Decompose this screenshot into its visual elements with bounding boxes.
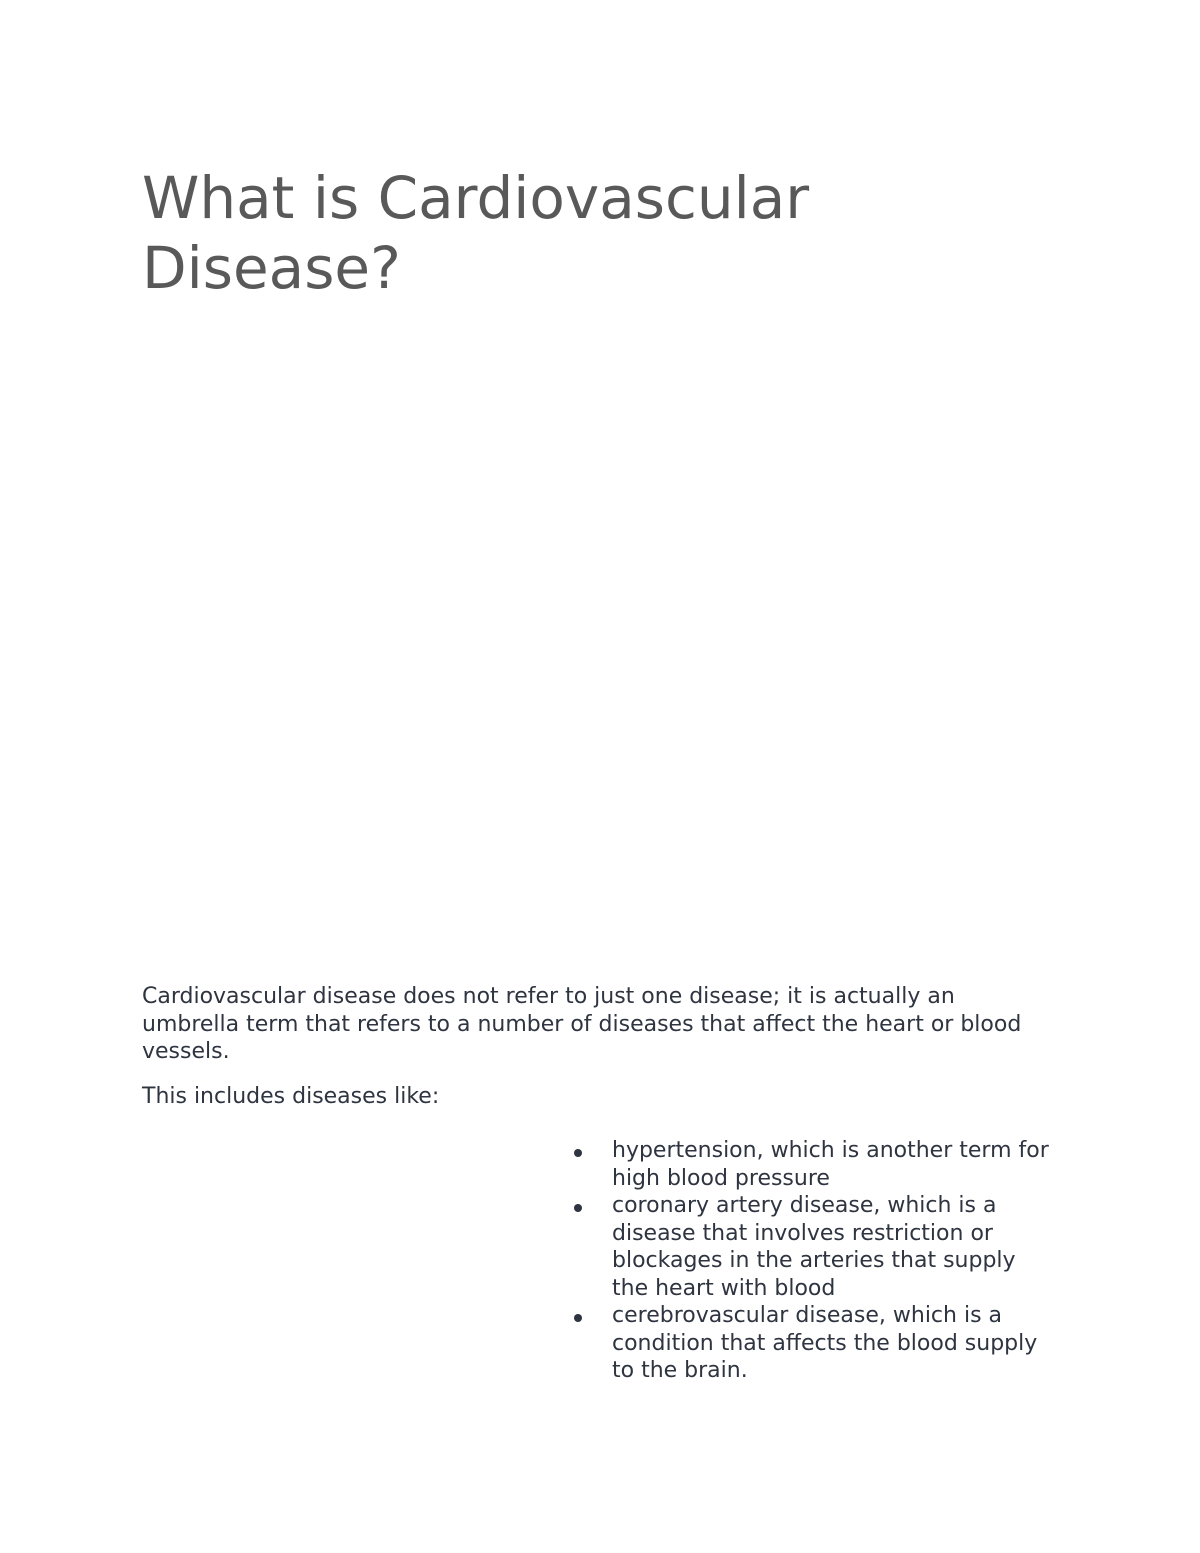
- disease-list: [570, 1137, 1050, 1385]
- list-item: [570, 1137, 1050, 1192]
- list-item-text: cerebrovascular disease, which is a condition that affects the blood supply to the brain.: [612, 1303, 1038, 1383]
- bullet-icon: [574, 1204, 582, 1212]
- intro-paragraph: Cardiovascular disease does not refer to just one disease; it is actually an umbrella term that refers to a number of diseases that affect the heart or blood vessels.: [142, 984, 1022, 1064]
- bullet-icon: [574, 1314, 582, 1322]
- list-item-text: hypertension, which is another term for high blood pressure: [612, 1138, 1049, 1191]
- list-item: [570, 1302, 1050, 1385]
- bullet-icon: [574, 1149, 582, 1157]
- list-lead-paragraph: This includes diseases like:: [142, 1084, 440, 1109]
- list-item-text: coronary artery disease, which is a disease that involves restriction or blockages in the arteries that supply the heart with blood: [612, 1193, 1016, 1301]
- list-item: [570, 1192, 1050, 1302]
- document-title: What is Cardiovascular Disease?: [142, 164, 810, 302]
